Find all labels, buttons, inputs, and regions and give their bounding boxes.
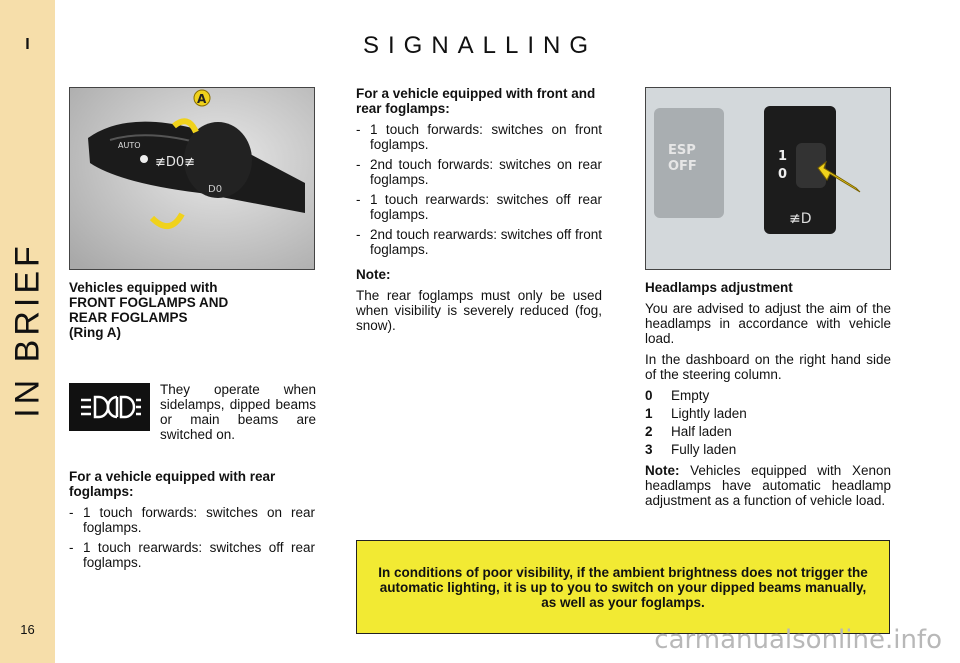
- headlamp-adjust-illustration: [646, 88, 891, 270]
- section-title: IN BRIEF: [8, 242, 47, 418]
- level-row: 3 Fully laden: [645, 442, 737, 457]
- right-column: [645, 280, 891, 514]
- note-text: The rear foglamps must only be used when visibility is severely reduced (fog, snow).: [356, 288, 602, 333]
- front-rear-heading: For a vehicle equipped with front and rear foglamps:: [356, 86, 596, 116]
- location-paragraph: In the dashboard on the right hand side of the steering column.: [645, 352, 891, 382]
- level-row: 2 Half laden: [645, 424, 732, 439]
- page-title: SIGNALLING: [362, 32, 598, 59]
- sidebar: [0, 0, 55, 663]
- lighting-stalk-illustration: [70, 88, 315, 270]
- ring-a-label: A: [197, 92, 207, 106]
- adjust-paragraph: You are advised to adjust the aim of the headlamps in accordance with vehicle load.: [645, 301, 891, 346]
- note-heading: Note:: [356, 267, 391, 282]
- page-number: 16: [20, 622, 35, 637]
- foglamp-heading: Vehicles equipped with FRONT FOGLAMPS AND REAR FOGLAMPS (Ring A): [69, 280, 229, 340]
- middle-column: [356, 86, 602, 339]
- dashboard-photo: [645, 87, 891, 270]
- headlamps-heading: Headlamps adjustment: [645, 280, 793, 295]
- foglamp-symbol: [69, 383, 150, 431]
- svg-text:ESP: ESP: [668, 143, 696, 158]
- xenon-note: Note: Vehicles equipped with Xenon headlamps have automatic headlamp adjustment as a function of vehicle load.: [645, 463, 891, 508]
- svg-text:OFF: OFF: [668, 159, 697, 174]
- rear-foglamp-section: [69, 469, 315, 575]
- svg-text:AUTO: AUTO: [118, 141, 141, 150]
- foglamp-icon: [77, 392, 143, 422]
- chapter-number: I: [25, 36, 30, 53]
- list-item: - 1 touch forwards: switches on rear foglamps.: [69, 505, 315, 535]
- list-item: - 1 touch rearwards: switches off rear foglamps.: [356, 192, 602, 222]
- foglamp-operate-text: They operate when sidelamps, dipped beams or main beams are switched on.: [160, 382, 316, 442]
- svg-text:D0: D0: [208, 184, 223, 195]
- visibility-warning: In conditions of poor visibility, if the ambient brightness does not trigger the automatic lighting, it is up to you to switch on your dipped beams manually, as well as your foglamps.: [356, 540, 890, 634]
- list-item: - 2nd touch rearwards: switches off front foglamps.: [356, 227, 602, 257]
- list-item: - 2nd touch forwards: switches on rear foglamps.: [356, 157, 602, 187]
- stalk-photo: [69, 87, 315, 270]
- left-column: [69, 280, 315, 346]
- svg-text:0: 0: [778, 167, 788, 182]
- svg-text:1: 1: [778, 149, 788, 164]
- svg-text:≢D0≢: ≢D0≢: [155, 155, 196, 170]
- list-item: - 1 touch rearwards: switches off rear foglamps.: [69, 540, 315, 570]
- list-item: - 1 touch forwards: switches on front foglamps.: [356, 122, 602, 152]
- svg-text:≢D: ≢D: [789, 211, 812, 227]
- rear-heading: For a vehicle equipped with rear foglamps:: [69, 469, 276, 499]
- level-row: 1 Lightly laden: [645, 406, 747, 421]
- watermark: carmanualsonline.info: [654, 625, 942, 655]
- level-row: 0 Empty: [645, 388, 710, 403]
